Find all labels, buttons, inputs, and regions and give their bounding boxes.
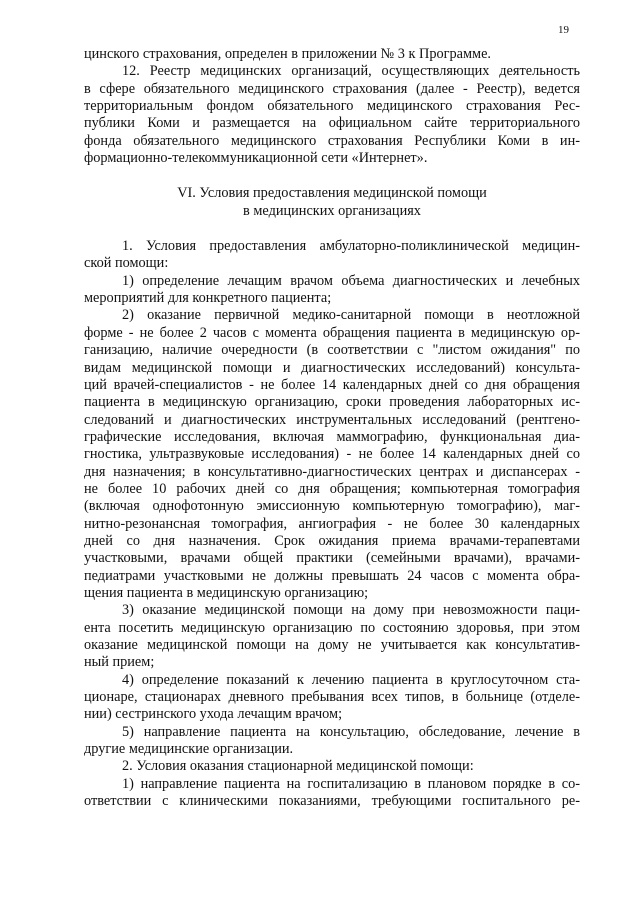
section-heading-line-1: VI. Условия предоставления медицинской помощи xyxy=(177,185,487,202)
list-item-2-1 xyxy=(84,776,580,811)
text-line: в сфере обязательного медицинского страхования (далее - Реестр), ведется xyxy=(84,80,580,97)
list-item-1-1 xyxy=(84,273,580,308)
paragraph-1 xyxy=(84,238,580,273)
text-line: 5) направление пациента на консультацию, обследование, лечение в xyxy=(122,723,580,740)
text-line: территориальным фондом обязательного медицинского страхования Рес- xyxy=(84,98,580,115)
text-line: не более 10 рабочих дней со дня обращения; компьютерная томография xyxy=(84,480,580,497)
list-item-1-2 xyxy=(84,307,580,602)
text-line: 4) определение показаний к лечению пациента в круглосуточном ста- xyxy=(122,671,580,688)
text-line: 3) оказание медицинской помощи на дому при невозможности паци- xyxy=(122,602,580,619)
text-line: ганизацию, наличие очередности (в соответствии с "листом ожидания" по xyxy=(84,342,580,359)
text-line: формационно-телекоммуникационной сети «Интернет». xyxy=(84,150,428,167)
text-line: педиатрами участковыми не должны превышать 24 часов с момента обра- xyxy=(84,567,580,584)
section-heading-line-2: в медицинских организациях xyxy=(243,202,421,219)
text-line: 1) определение лечащим врачом объема диагностических и лечебных xyxy=(122,272,580,289)
continuation-paragraph xyxy=(84,46,580,63)
page-number: 19 xyxy=(558,24,569,36)
text-line: (включая однофотонную эмиссионную компьютерную томографию), маг- xyxy=(84,498,580,515)
text-line: дней со дня назначения. Срок ожидания приема врачами-терапевтами xyxy=(84,532,580,549)
text-line: другие медицинские организации. xyxy=(84,741,294,758)
list-item-1-4 xyxy=(84,672,580,724)
text-line: гностика, ультразвуковые исследования) - не более 14 календарных дней со xyxy=(84,446,580,463)
text-line: щения пациента в медицинскую организацию; xyxy=(84,584,369,601)
text-line: ций врачей-специалистов - не более 14 календарных дней со дня обращения xyxy=(84,376,580,393)
text-line: 12. Реестр медицинских организаций, осуществляющих деятельность xyxy=(122,63,580,80)
text-line: дня назначения; в консультативно-диагностических центрах и диспансерах - xyxy=(84,463,580,480)
text-line: форме - не более 2 часов с момента обращения пациента в медицинскую ор- xyxy=(84,324,580,341)
text-line: 2) оказание первичной медико-санитарной помощи в неотложной xyxy=(122,307,580,324)
list-item-1-3 xyxy=(84,602,580,671)
text-line: ента посетить медицинскую организацию по состоянию здоровья, при этом xyxy=(84,619,580,636)
section-heading xyxy=(84,185,580,220)
text-line: 1) направление пациента на госпитализацию в плановом порядке в со- xyxy=(122,775,580,792)
text-line: участковыми, врачами общей практики (семейными врачами), врачами- xyxy=(84,550,580,567)
list-item-1-5 xyxy=(84,724,580,759)
text-line: нитно-резонансная томография, ангиография - не более 30 календарных xyxy=(84,515,580,532)
text-line: публики Коми и размещается на официальном сайте территориального xyxy=(84,115,580,132)
text-line: нии) сестринского ухода лечащим врачом; xyxy=(84,706,343,723)
paragraph-2 xyxy=(84,758,580,775)
text-line: видам медицинской помощи и диагностических исследований) консульта- xyxy=(84,359,580,376)
text-line: ской помощи: xyxy=(84,255,169,272)
text-line: ционаре, стационарах дневного пребывания всех типов, в больнице (отделе- xyxy=(84,689,580,706)
document-body xyxy=(84,46,580,810)
text-line: графические исследования, включая маммографию, функциональная диа- xyxy=(84,428,580,445)
text-line: 1. Условия предоставления амбулаторно-поликлинической медицин- xyxy=(122,238,580,255)
text-line: оказание медицинской помощи на дому не учитывается как консультатив- xyxy=(84,637,580,653)
text-line: следований и диагностических инструментальных исследований (рентгено- xyxy=(84,411,580,428)
text-line: фонда обязательного медицинского страхования Республики Коми в ин- xyxy=(84,132,580,149)
paragraph-12 xyxy=(84,63,580,167)
text-line: мероприятий для конкретного пациента; xyxy=(84,290,332,307)
text-line: ответствии с клиническими показаниями, требующими госпитального ре- xyxy=(84,793,580,810)
text-line: цинского страхования, определен в приложении № 3 к Программе. xyxy=(84,46,491,62)
text-line: ный прием; xyxy=(84,654,155,671)
text-line: пациента в медицинскую организацию, сроки проведения лабораторных ис- xyxy=(84,394,580,411)
text-line: 2. Условия оказания стационарной медицинской помощи: xyxy=(122,758,474,775)
